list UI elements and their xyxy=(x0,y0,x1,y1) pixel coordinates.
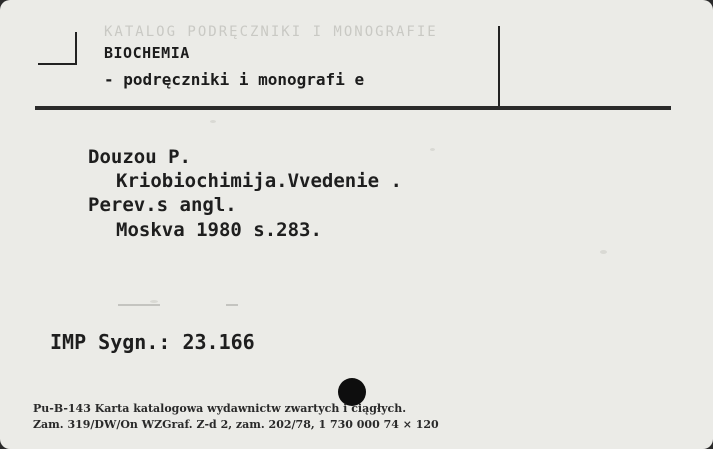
record-author: Douzou P. xyxy=(88,146,191,168)
faint-mark xyxy=(118,304,160,306)
card-form-footer-line1: Pu-B-143 Karta katalogowa wydawnictw zwartych i ciągłych. xyxy=(33,402,407,415)
record-translation-note: Perev.s angl. xyxy=(88,194,237,216)
paper-speck xyxy=(600,250,607,254)
paper-speck xyxy=(430,148,435,151)
subject-heading: BIOCHEMIA xyxy=(104,44,190,62)
faint-mark xyxy=(226,304,238,306)
paper-speck xyxy=(210,120,216,123)
ghost-print-through-text: KATALOG PODRĘCZNIKI I MONOGRAFIE xyxy=(104,24,438,40)
card-form-footer-line2: Zam. 319/DW/On WZGraf. Z-d 2, zam. 202/78, 1 730 000 74 × 120 xyxy=(33,418,439,431)
paper-speck xyxy=(150,300,158,303)
header-corner-underline xyxy=(38,63,77,65)
header-divider-horizontal xyxy=(35,106,671,110)
record-imprint: Moskva 1980 s.283. xyxy=(116,219,322,241)
record-title: Kriobiochimija.Vvedenie . xyxy=(116,170,402,192)
header-corner-tick xyxy=(75,32,77,65)
call-number: IMP Sygn.: 23.166 xyxy=(50,330,255,354)
subject-subheading: - podręczniki i monografi e xyxy=(104,70,365,89)
header-divider-vertical xyxy=(498,26,500,106)
